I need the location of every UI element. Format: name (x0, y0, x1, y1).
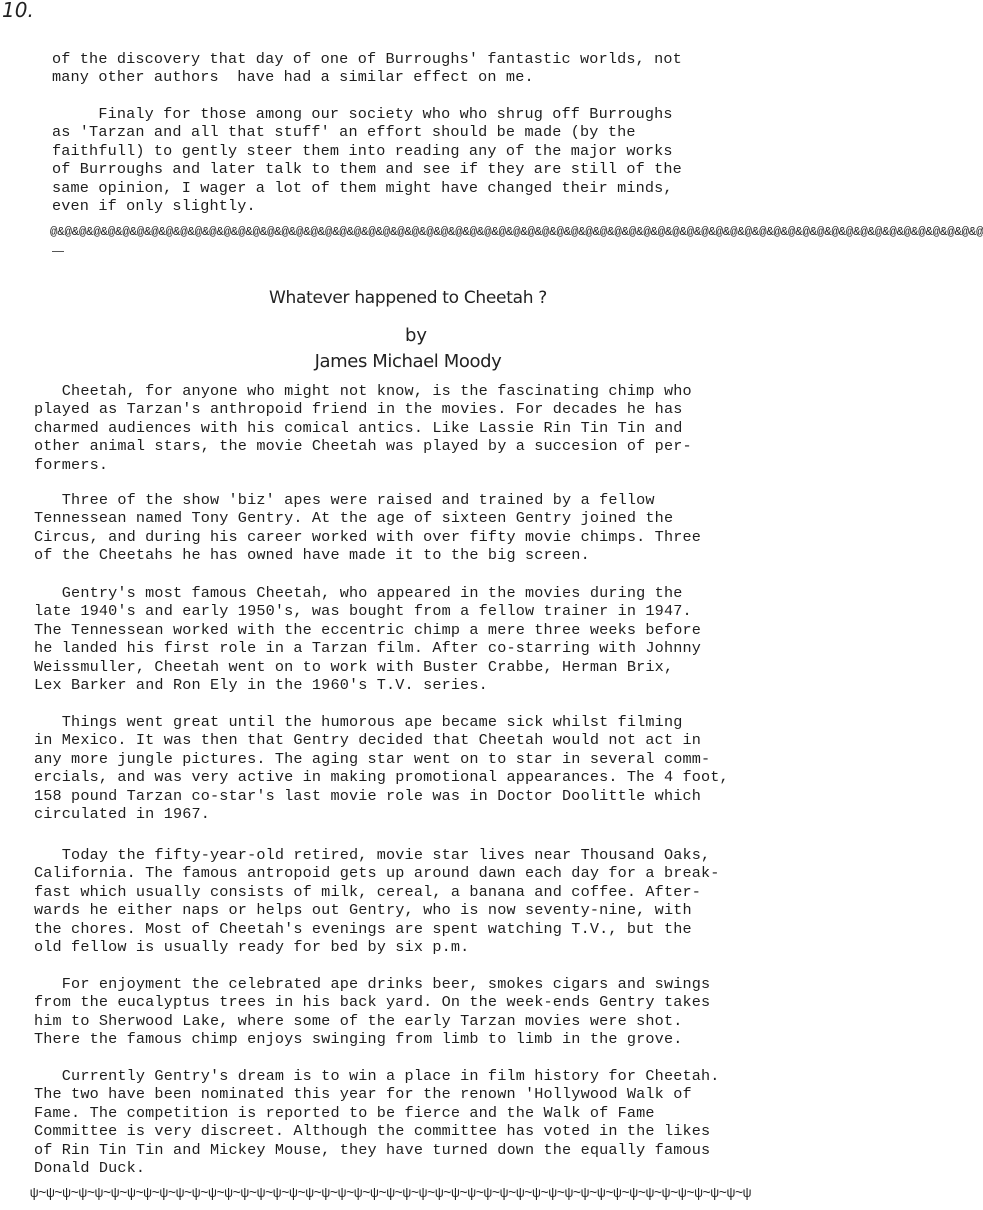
article-title-text: Whatever happened to Cheetah ? (268, 288, 548, 308)
section-divider: @&@&@&@&@&@&@&@&@&@&@&@&@&@&@&@&@&@&@&@&@&@&@&@&@&@&@&@&@&@&@&@&@&@&@&@&@&@&@&@&@&@&@&@&@&@&@&@&@&@&@&@&@&@&@&@&@&@&@&@&@&@&@&@&@ (50, 225, 983, 239)
article-paragraph-5: Today the fifty-year-old retired, movie star lives near Thousand Oaks, California. The famous antropoid gets up around dawn each day for a break- fast which usually consists of milk, cereal, a banana and coffee. After- wards he either naps or helps out Gentry, who is now seventy-nine, with the chores. Most of Cheetah's evenings are spent watching T.V., but the old fellow is usually ready for bed by six p.m. (34, 846, 720, 957)
article-author-text: James Michael Moody (314, 351, 502, 372)
article-paragraph-3: Gentry's most famous Cheetah, who appeared in the movies during the late 1940's and early 1950's, was bought from a fellow trainer in 1947. The Tennessean worked with the eccentric chimp a mere three weeks before he landed his first role in a Tarzan film. After co-starring with Johnny Weissmuller, Cheetah went on to work with Buster Crabbe, Herman Brix, Lex Barker and Ron Ely in the 1960's T.V. series. (34, 584, 702, 695)
article-paragraph-6: For enjoyment the celebrated ape drinks beer, smokes cigars and swings from the eucalyptus trees in his back yard. On the week-ends Gentry takes him to Sherwood Lake, where some of the early Tarzan movies were shot. There the famous chimp enjoys swinging from limb to limb in the grove. (34, 975, 711, 1049)
article-title (0, 288, 864, 308)
article-paragraph-4: Things went great until the humorous ape became sick whilst filming in Mexico. It was then that Gentry decided that Cheetah would not act in any more jungle pictures. The aging star went on to star in several comm- ercials, and was very active in making promotional appearances. The 4 foot, 158 pound Tarzan co-star's last movie role was in Doctor Doolittle which circulated in 1967. (34, 713, 729, 824)
divider-mark (52, 251, 64, 252)
byline-by (0, 325, 864, 346)
intro-paragraph-closing: Finaly for those among our society who who shrug off Burroughs as 'Tarzan and all that stuff' an effort should be made (by the faithfull) to gently steer them into reading any of the major works of Burroughs and later talk to them and see if they are still of the same opinion, I wager a lot of them might have changed their minds, even if only slightly. (52, 105, 682, 216)
article-paragraph-2: Three of the show 'biz' apes were raised and trained by a fellow Tennessean named Tony Gentry. At the age of sixteen Gentry joined the Circus, and during his career worked with over fifty movie chimps. Three of the Cheetahs he has owned have made it to the big screen. (34, 491, 702, 565)
intro-paragraph-continued: of the discovery that day of one of Burroughs' fantastic worlds, not many other authors have had a similar effect on me. (52, 50, 682, 87)
footer-ornament-rule: ψ~ψ~ψ~ψ~ψ~ψ~ψ~ψ~ψ~ψ~ψ~ψ~ψ~ψ~ψ~ψ~ψ~ψ~ψ~ψ~ψ~ψ~ψ~ψ~ψ~ψ~ψ~ψ~ψ~ψ~ψ~ψ~ψ~ψ~ψ~ψ~ψ~ψ~ψ~ψ~ψ~ψ~ψ~ψ~ψ (30, 1186, 752, 1202)
article-paragraph-1: Cheetah, for anyone who might not know, is the fascinating chimp who played as Tarzan's anthropoid friend in the movies. For decades he has charmed audiences with his comical antics. Like Lassie Rin Tin Tin and other animal stars, the movie Cheetah was played by a succesion of per- formers. (34, 382, 692, 474)
article-paragraph-7: Currently Gentry's dream is to win a place in film history for Cheetah. The two have been nominated this year for the renown 'Hollywood Walk of Fame. The competition is reported to be fierce and the Walk of Fame Committee is very discreet. Although the committee has voted in the likes of Rin Tin Tin and Mickey Mouse, they have turned down the equally famous Donald Duck. (34, 1067, 720, 1178)
page-number: 10. (2, 0, 34, 22)
article-author (0, 351, 864, 372)
byline-by-text: by (404, 325, 428, 346)
